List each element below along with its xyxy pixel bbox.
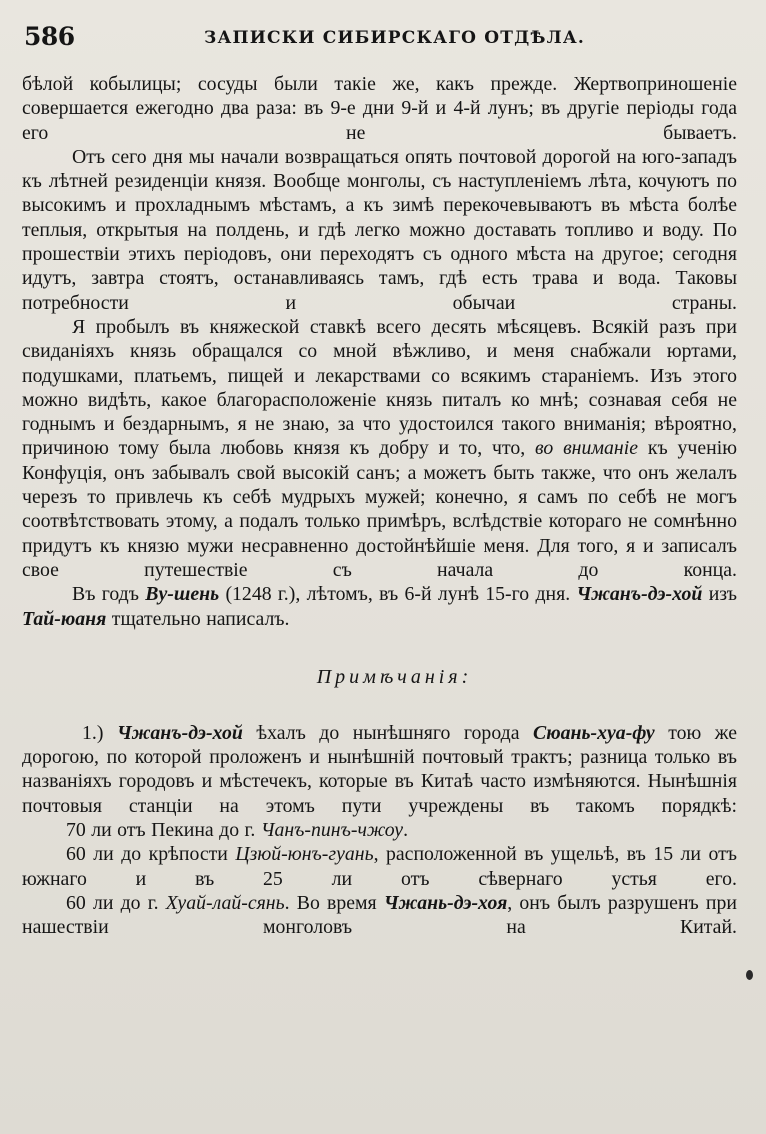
running-head: ЗАПИСКИ СИБИРСКАГО ОТДѢЛА. <box>204 28 586 48</box>
ink-blot <box>746 970 753 980</box>
note-city-name: Сюань-хуа-фу <box>533 721 655 744</box>
page-body <box>22 72 737 940</box>
note-author-name: Чжанъ-дэ-хой <box>116 721 243 744</box>
paragraph-colophon: Въ годъ Ву-шень (1248 г.), лѣтомъ, въ 6-й лунѣ 15-го дня. Чжанъ-дэ-хой изъ Тай-юаня тщательно написалъ. <box>22 583 737 630</box>
author-name: Чжанъ-дэ-хой <box>576 583 703 606</box>
station-place: Хуай-лай-сянь <box>165 891 285 914</box>
station-place: Цзюй-юнъ-гуань <box>235 843 374 866</box>
note-1: 1.) Чжанъ-дэ-хой ѣхалъ до нынѣшняго города Сюань-хуа-фу тою же дорогою, по которой проложенъ и нынѣшній почтовый трактъ; разница только въ названіяхъ городовъ и мѣстечекъ, которые въ Китаѣ часто измѣняются. Нынѣшнія почтовыя станціи на этомъ пути учреждены въ такомъ порядкѣ: <box>22 721 737 817</box>
station-place: Чанъ-пинъ-чжоу <box>260 819 404 842</box>
page-header <box>24 22 742 54</box>
page-number: 586 <box>24 22 75 51</box>
station-3: 60 ли до г. Хуай-лай-сянь. Во время Чжань-дэ-хоя, онъ былъ разрушенъ при нашествіи монголовъ на Китай. <box>22 891 737 939</box>
city-name: Тай-юаня <box>22 607 107 630</box>
station-2: 60 ли до крѣпости Цзюй-юнъ-гуань, расположенной въ ущельѣ, въ 15 ли отъ южнаго и въ 25 ли отъ сѣвернаго устья его. <box>22 843 737 890</box>
paragraph-3: Я пробылъ въ княжеской ставкѣ всего десять мѣсяцевъ. Всякій разъ при свиданіяхъ князь обращался со мной вѣжливо, и меня снабжали юртами, подушками, платьемъ, пищей и лекарствами со всякимъ стараніемъ. Изъ этого можно видѣть, какое благорасположеніе князь питалъ ко мнѣ; сознавая себя не годнымъ и бездарнымъ, я не знаю, за что удостоился такого вниманія; вѣроятно, причиною тому была любовь князя къ добру и то, что, во вниманіе къ ученію Конфуція, онъ забывалъ свой высокій санъ; а можетъ быть также, что онъ желалъ черезъ то привлечь къ себѣ мудрыхъ мужей; конечно, я самъ по себѣ не могъ соотвѣтствовать этому, а подалъ только примѣръ, вслѣдствіе котораго не сомнѣнно придутъ къ князю мужи несравненно достойнѣйшіе меня. Для того, я и записалъ свое путешествіе съ начала до конца. <box>22 315 737 581</box>
emphasis-text: во вниманіе <box>535 437 638 460</box>
person-name: Чжань-дэ-хоя <box>383 891 508 914</box>
paragraph-2: Отъ сего дня мы начали возвращаться опять почтовой дорогой на юго-западъ къ лѣтней резиденціи князя. Вообще монголы, съ наступленіемъ лѣта, кочуютъ по высокимъ и прохладнымъ мѣстамъ, а къ зимѣ перекочевываютъ въ мѣста болѣе теплыя, открытыя на полдень, и гдѣ легко можно доставать топливо и воду. По прошествіи этихъ періодовъ, они переходятъ съ одного мѣста на другое; сегодня идутъ, завтра стоятъ, останавливаясь тамъ, гдѣ есть трава и вода. Таковы потребности и обычаи страны. <box>22 145 737 314</box>
paragraph-1: бѣлой кобылицы; сосуды были такіе же, какъ прежде. Жертвоприношеніе совершается ежегодно два раза: въ 9-е дни 9-й и 4-й лунъ; въ другіе періоды года его не бываетъ. <box>22 73 737 144</box>
station-1: 70 ли отъ Пекина до г. Чанъ-пинъ-чжоу. <box>66 819 409 842</box>
year-name: Ву-шень <box>145 583 220 606</box>
notes-heading: Примѣчанія: <box>316 665 473 688</box>
